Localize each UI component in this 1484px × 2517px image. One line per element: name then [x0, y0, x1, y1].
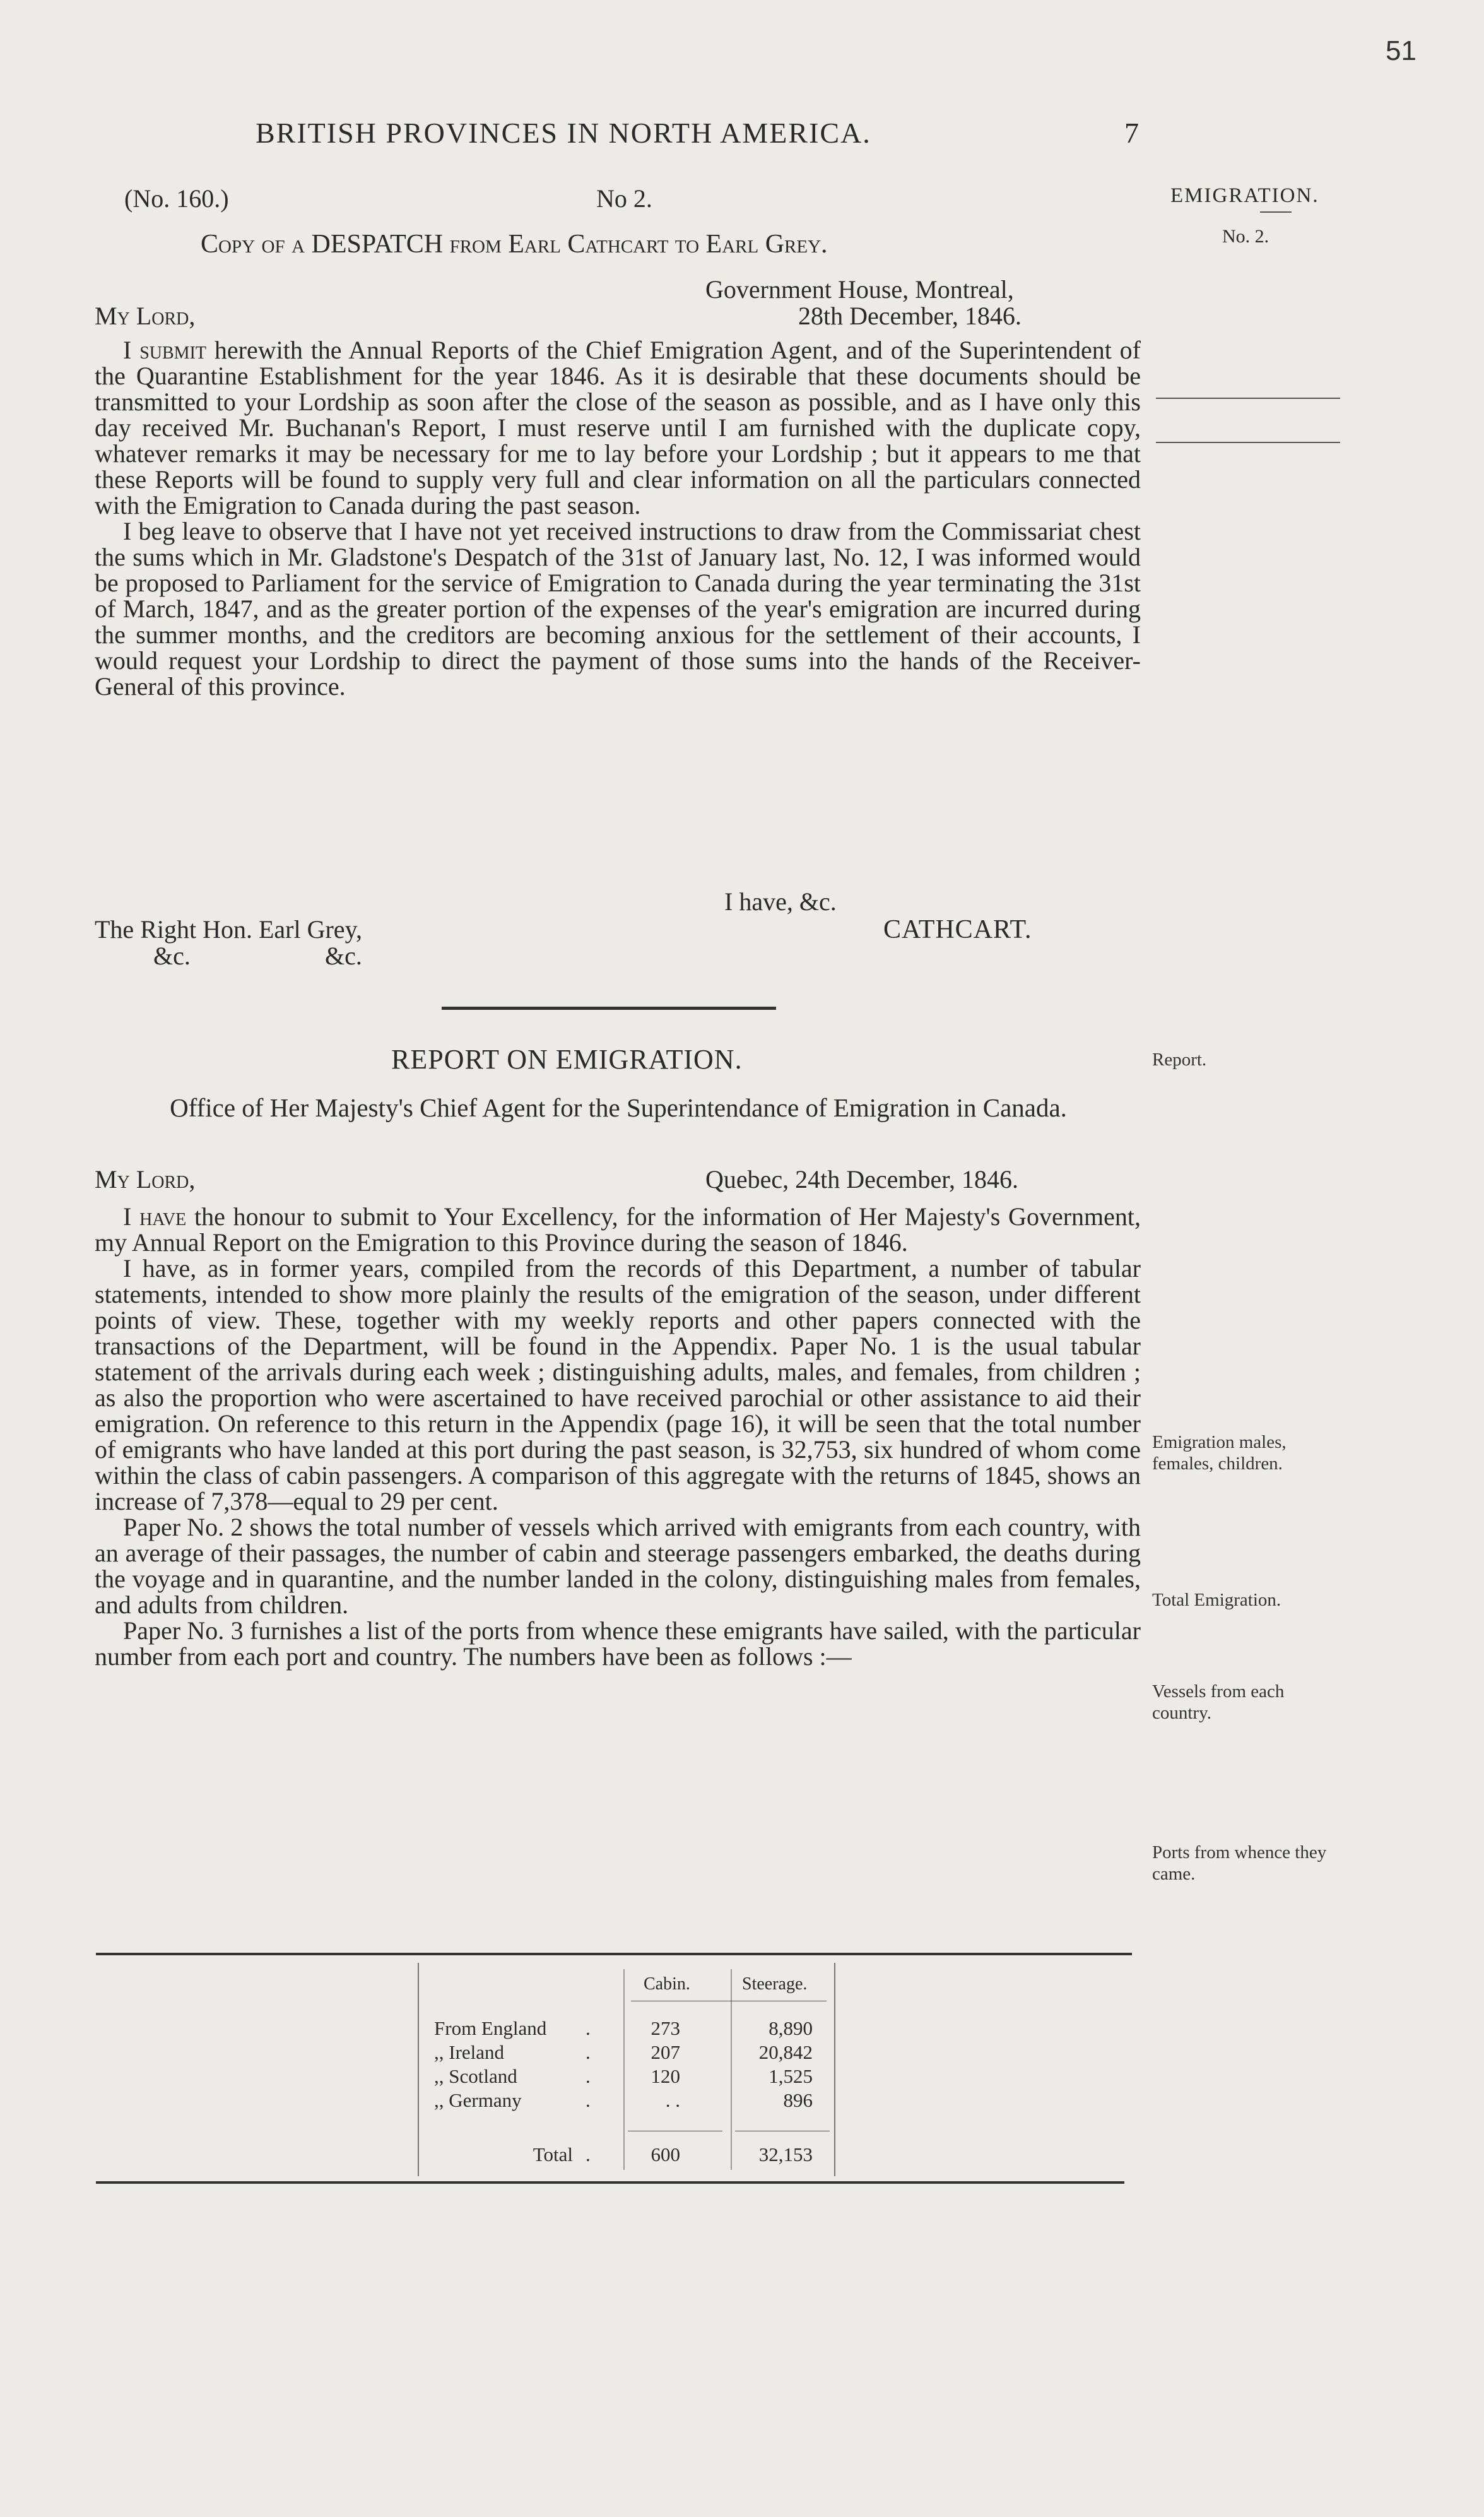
- despatch-closing: I have, &c.: [724, 887, 837, 916]
- despatch-number: (No. 160.): [124, 184, 229, 213]
- table-col-cabin: Cabin.: [644, 1974, 690, 1994]
- section-divider: [442, 1007, 776, 1010]
- despatch-addressee: The Right Hon. Earl Grey,: [95, 915, 362, 944]
- running-head-title: BRITISH PROVINCES IN NORTH AMERICA.: [256, 117, 871, 149]
- table-col-steerage: Steerage.: [742, 1974, 808, 1994]
- despatch-heading: Copy of a DESPATCH from Earl Cathcart to Earl Grey.: [201, 230, 828, 259]
- despatch-para1-text: herewith the Annual Reports of the Chief Emigration Agent, and of the Superintendent of the Quarantine Establishment for the year 1846. As it is desirable that these documents should be transmitted to your Lordship as soon after the close of the season as possible, and as I have only this day received Mr. Buchanan's Report, I must reserve until I am furnished with the duplicate copy, whatever remarks it may be necessary for me to lay before your Lordship ; but it appears to me that these Reports will be found to supply very full and clear information on all the particulars connected with the Emigration to Canada during the past season.: [95, 336, 1141, 519]
- row-label: ,, Ireland: [434, 2041, 505, 2063]
- row-cabin: 207: [651, 2041, 680, 2063]
- page-number: 51: [1386, 35, 1416, 66]
- despatch-date: 28th December, 1846.: [798, 302, 1022, 330]
- report-date: Quebec, 24th December, 1846.: [705, 1165, 1018, 1193]
- table-row: [434, 2089, 832, 2113]
- row-cabin: 120: [651, 2065, 680, 2087]
- despatch-etc-1: &c.: [153, 942, 191, 970]
- row-steerage: 8,890: [768, 2017, 813, 2039]
- margin-section-no: No. 2.: [1222, 226, 1269, 247]
- table-right-vline: [834, 1963, 835, 2176]
- report-paragraph-3: Paper No. 2 shows the total number of vessels which arrived with emigrants from each country, with an average of their passages, the number of cabin and steerage passengers embarked, the deaths during the voyage and in quarantine, and the number landed in the colony, distinguishing males from females, and adults from children.: [95, 1513, 1141, 1619]
- total-label: Total: [533, 2143, 573, 2165]
- table-top-rule: [96, 1953, 1132, 1955]
- running-head-page: 7: [1124, 117, 1139, 149]
- report-body: [95, 1204, 1141, 1669]
- despatch-para1-lead: I submit: [123, 336, 206, 364]
- margin-rule-short: [1260, 211, 1292, 213]
- report-paragraph-1: [95, 1204, 1141, 1255]
- margin-total-note: Total Emigration.: [1152, 1590, 1281, 1610]
- table-total-row: [434, 2143, 832, 2166]
- margin-ports-note: Ports from whence they came.: [1152, 1842, 1327, 1884]
- row-steerage: 20,842: [758, 2041, 813, 2063]
- row-dots: .: [586, 2041, 591, 2063]
- row-cabin: . .: [665, 2089, 680, 2111]
- despatch-paragraph-1: [95, 337, 1141, 518]
- margin-report: Report.: [1152, 1050, 1207, 1070]
- table-left-vline: [418, 1963, 419, 2176]
- report-paragraph-4: Paper No. 3 furnishes a list of the ports from whence these emigrants have sailed, with the particular number from each port and country. The numbers have been as follows :—: [95, 1616, 1141, 1671]
- row-dots: .: [586, 2089, 591, 2111]
- margin-rule-1: [1156, 398, 1340, 399]
- margin-rule-2: [1156, 442, 1340, 443]
- report-salutation: My Lord,: [95, 1165, 196, 1193]
- table-row: [434, 2041, 832, 2065]
- table-row: [434, 2017, 832, 2041]
- despatch-paragraph-2: I beg leave to observe that I have not yet received instructions to draw from the Commissariat chest the sums which in Mr. Gladstone's Despatch of the 31st of January last, No. 12, I was informed would be proposed to Parliament for the service of Emigration to Canada during the year terminating the 31st of March, 1847, and as the greater portion of the expenses of the year's emigration are incurred during the summer months, and the creditors are becoming anxious for the settlement of their accounts, I would request your Lordship to direct the payment of those sums into the hands of the Receiver-General of this province.: [95, 517, 1141, 701]
- row-dots: .: [586, 2017, 591, 2039]
- table-row: [434, 2065, 832, 2089]
- row-cabin: 273: [651, 2017, 680, 2039]
- report-para1-lead: I have: [123, 1202, 187, 1231]
- total-steerage: 32,153: [758, 2143, 813, 2165]
- row-dots: .: [586, 2065, 591, 2087]
- table-body: [434, 2017, 832, 2113]
- table-bottom-rule: [96, 2181, 1124, 2184]
- despatch-salutation: My Lord,: [95, 302, 196, 330]
- despatch-no: No 2.: [596, 184, 652, 213]
- row-label: ,, Germany: [434, 2089, 522, 2111]
- despatch-signature: CATHCART.: [883, 915, 1032, 944]
- report-paragraph-2: I have, as in former years, compiled from the records of this Department, a number of tabular statements, intended to show more plainly the results of the emigration of the season, under different points of view. These, together with my weekly reports and other papers connected with the transactions of the Department, will be found in the Appendix. Paper No. 1 is the usual tabular statement of the arrivals during each week ; distinguishing adults, males, and females, from children ; as also the proportion who were ascertained to have received parochial or other assistance to aid their emigration. On reference to this return in the Appendix (page 16), it will be seen that the total number of emigrants who have landed at this port during the past season, is 32,753, six hundred of whom come within the class of cabin passengers. A comparison of this aggregate with the returns of 1845, shows an increase of 7,378—equal to 29 per cent.: [95, 1254, 1141, 1515]
- report-para1-text: the honour to submit to Your Excellency, for the information of Her Majesty's Government, my Annual Report on the Emigration to this Province during the season of 1846.: [95, 1202, 1141, 1257]
- row-steerage: 896: [783, 2089, 813, 2111]
- row-label: ,, Scotland: [434, 2065, 517, 2087]
- despatch-body: [95, 337, 1141, 699]
- margin-vessels-note: Vessels from each country.: [1152, 1681, 1285, 1723]
- total-cabin: 600: [651, 2143, 680, 2165]
- report-title: REPORT ON EMIGRATION.: [391, 1044, 743, 1075]
- margin-section: EMIGRATION.: [1170, 184, 1319, 207]
- row-label: From England: [434, 2017, 547, 2039]
- total-dots: .: [586, 2143, 591, 2165]
- margin-emigration-note: Emigration males, females, children.: [1152, 1432, 1287, 1474]
- report-office: Office of Her Majesty's Chief Agent for the Superintendance of Emigration in Canada.: [170, 1093, 1067, 1122]
- despatch-etc-2: &c.: [325, 942, 362, 970]
- despatch-address-place: Government House, Montreal,: [705, 275, 1014, 304]
- row-steerage: 1,525: [768, 2065, 813, 2087]
